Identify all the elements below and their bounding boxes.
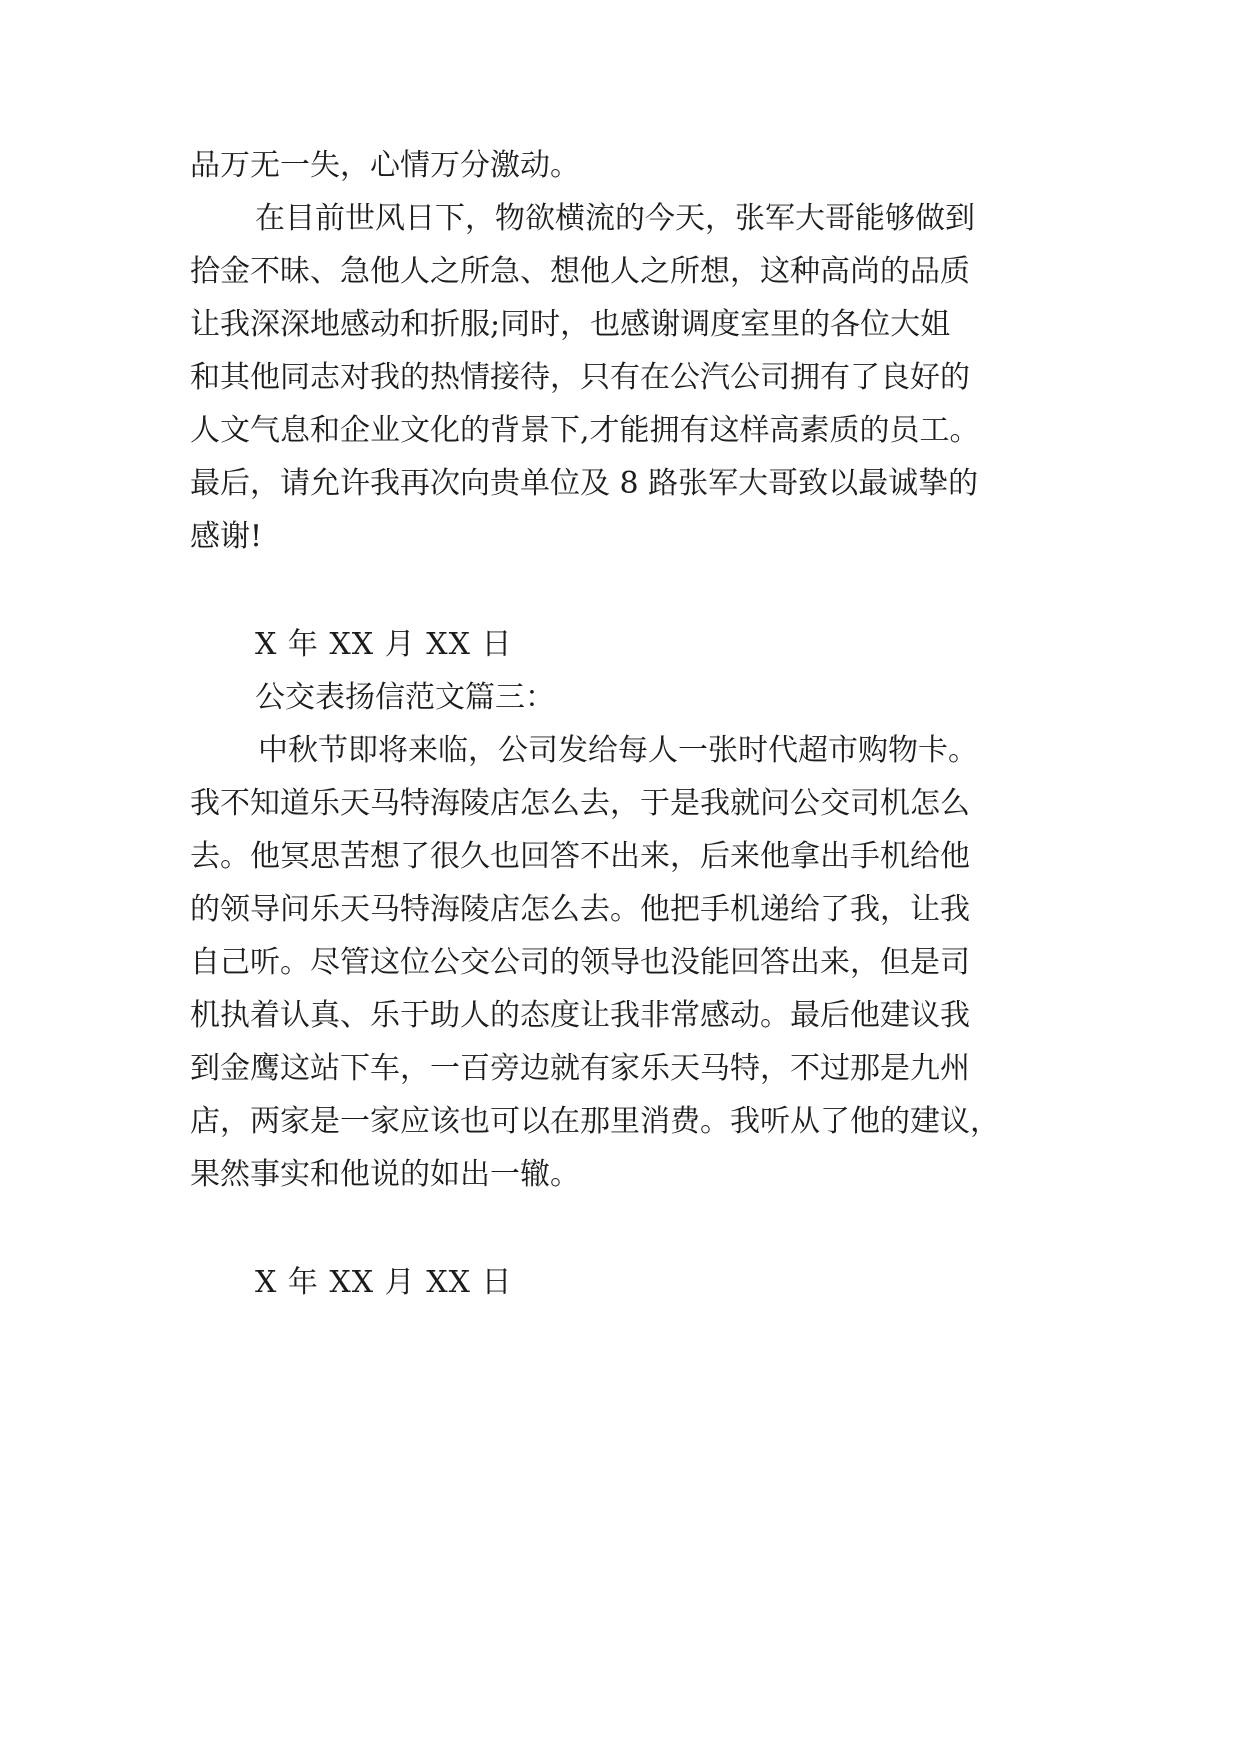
date-2: X 年 XX 月 XX 日 [255, 1265, 513, 1300]
paragraph-3-line-9: 果然事实和他说的如出一辙。 [190, 1157, 580, 1192]
section-title: 公交表扬信范文篇三： [255, 680, 555, 715]
paragraph-2-line-2: 拾金不昧、急他人之所急、想他人之所想，这种高尚的品质 [190, 254, 970, 289]
paragraph-3-line-8: 店，两家是一家应该也可以在那里消费。我听从了他的建议， [190, 1104, 1000, 1139]
paragraph-3-line-6: 机执着认真、乐于助人的态度让我非常感动。最后他建议我 [190, 998, 970, 1033]
paragraph-2-line-1: 在目前世风日下，物欲横流的今天，张军大哥能够做到 [255, 201, 975, 236]
paragraph-2-line-7: 感谢! [190, 519, 263, 554]
paragraph-2-line-3: 让我深深地感动和折服;同时，也感谢调度室里的各位大姐 [190, 307, 951, 342]
date-1: X 年 XX 月 XX 日 [255, 627, 513, 662]
paragraph-2-line-6: 最后，请允许我再次向贵单位及 8 路张军大哥致以最诚挚的 [190, 466, 979, 501]
paragraph-2-line-4: 和其他同志对我的热情接待，只有在公汽公司拥有了良好的 [190, 360, 970, 395]
paragraph-3-line-5: 自己听。尽管这位公交公司的领导也没能回答出来，但是司 [190, 945, 970, 980]
paragraph-3-line-4: 的领导问乐天马特海陵店怎么去。他把手机递给了我，让我 [190, 892, 970, 927]
paragraph-2-line-5: 人文气息和企业文化的背景下,才能拥有这样高素质的员工。 [190, 413, 980, 448]
paragraph-3-line-1: 中秋节即将来临，公司发给每人一张时代超市购物卡。 [258, 733, 978, 768]
paragraph-3-line-7: 到金鹰这站下车，一百旁边就有家乐天马特，不过那是九州 [190, 1051, 970, 1086]
paragraph-3-line-3: 去。他冥思苦想了很久也回答不出来，后来他拿出手机给他 [190, 839, 970, 874]
paragraph-3-line-2: 我不知道乐天马特海陵店怎么去，于是我就问公交司机怎么 [190, 786, 970, 821]
paragraph-1-line-1: 品万无一失，心情万分激动。 [190, 148, 580, 183]
